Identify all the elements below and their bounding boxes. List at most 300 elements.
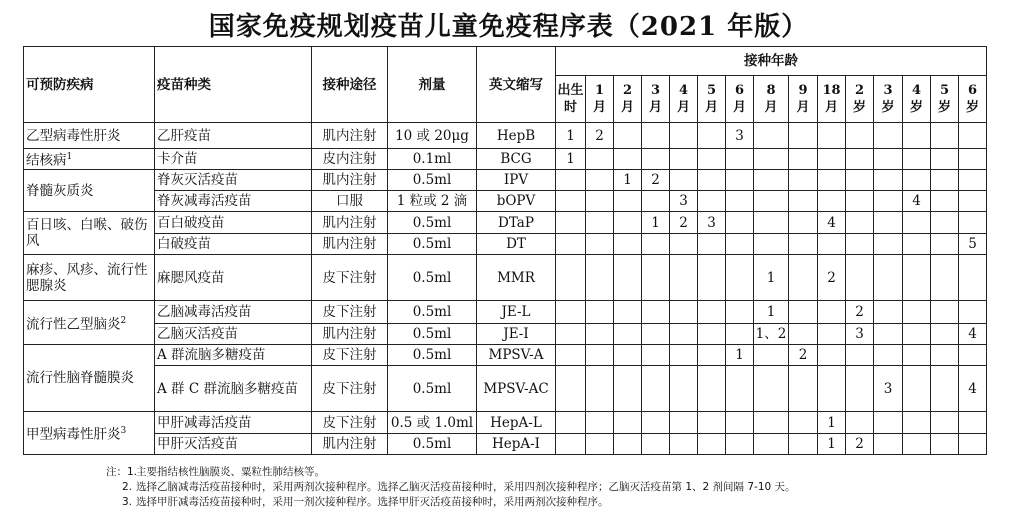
schedule-cell bbox=[556, 212, 586, 234]
schedule-cell bbox=[698, 345, 726, 366]
schedule-cell bbox=[726, 412, 754, 434]
schedule-cell bbox=[556, 324, 586, 345]
notes-label: 注： bbox=[106, 466, 127, 478]
schedule-cell bbox=[556, 170, 586, 191]
schedule-cell bbox=[642, 149, 670, 170]
schedule-cell bbox=[642, 345, 670, 366]
vaccine-name-cell: 乙脑灭活疫苗 bbox=[155, 324, 312, 345]
abbr-cell: DT bbox=[477, 234, 556, 255]
schedule-cell bbox=[846, 255, 874, 301]
schedule-cell bbox=[903, 434, 931, 455]
schedule-cell bbox=[931, 234, 959, 255]
disease-name: 流行性脑脊髓膜炎 bbox=[26, 370, 134, 386]
route-cell: 肌内注射 bbox=[312, 234, 388, 255]
vaccine-name-cell: 百白破疫苗 bbox=[155, 212, 312, 234]
schedule-cell bbox=[586, 412, 614, 434]
dose-cell: 0.5ml bbox=[388, 324, 477, 345]
schedule-cell bbox=[931, 123, 959, 149]
schedule-cell bbox=[586, 255, 614, 301]
abbr-cell: JE-L bbox=[477, 301, 556, 324]
schedule-cell bbox=[959, 434, 987, 455]
vaccine-name-cell: 甲肝减毒活疫苗 bbox=[155, 412, 312, 434]
age-header-cell: 3 岁 bbox=[874, 76, 903, 123]
disease-cell bbox=[24, 149, 155, 170]
schedule-cell: 1 bbox=[754, 255, 789, 301]
schedule-cell bbox=[670, 324, 698, 345]
schedule-cell bbox=[556, 412, 586, 434]
route-cell: 皮下注射 bbox=[312, 255, 388, 301]
dose-cell: 0.5ml bbox=[388, 212, 477, 234]
note-number-3: 3. bbox=[121, 496, 132, 508]
schedule-cell bbox=[931, 149, 959, 170]
dose-cell: 0.5ml bbox=[388, 234, 477, 255]
schedule-cell bbox=[586, 301, 614, 324]
schedule-cell bbox=[959, 301, 987, 324]
schedule-cell bbox=[586, 149, 614, 170]
schedule-cell: 3 bbox=[726, 123, 754, 149]
schedule-cell bbox=[726, 191, 754, 212]
schedule-cell bbox=[789, 412, 818, 434]
disease-cell bbox=[24, 345, 155, 412]
footnote-ref: 3 bbox=[120, 426, 127, 437]
header-disease: 可预防疾病 bbox=[24, 47, 155, 123]
header-route: 接种途径 bbox=[312, 47, 388, 123]
schedule-cell: 4 bbox=[903, 191, 931, 212]
notes-section bbox=[106, 465, 796, 510]
schedule-cell bbox=[846, 149, 874, 170]
schedule-cell bbox=[754, 434, 789, 455]
route-cell: 皮下注射 bbox=[312, 345, 388, 366]
route-cell: 肌内注射 bbox=[312, 170, 388, 191]
schedule-cell bbox=[614, 149, 642, 170]
schedule-cell bbox=[931, 324, 959, 345]
header-abbr: 英文缩写 bbox=[477, 47, 556, 123]
schedule-cell bbox=[874, 434, 903, 455]
schedule-cell bbox=[726, 366, 754, 412]
schedule-cell bbox=[874, 170, 903, 191]
schedule-cell bbox=[614, 255, 642, 301]
age-header-cell: 18 月 bbox=[818, 76, 846, 123]
schedule-cell bbox=[903, 255, 931, 301]
age-header-cell: 5 岁 bbox=[931, 76, 959, 123]
schedule-cell bbox=[818, 191, 846, 212]
schedule-cell: 1 bbox=[818, 434, 846, 455]
schedule-cell bbox=[754, 191, 789, 212]
table-row bbox=[24, 123, 987, 149]
schedule-cell bbox=[698, 366, 726, 412]
schedule-cell bbox=[789, 170, 818, 191]
disease-cell bbox=[24, 212, 155, 255]
table-row bbox=[24, 212, 987, 234]
schedule-cell bbox=[670, 412, 698, 434]
schedule-cell bbox=[614, 191, 642, 212]
schedule-cell bbox=[556, 255, 586, 301]
schedule-cell bbox=[670, 434, 698, 455]
schedule-cell bbox=[874, 255, 903, 301]
dose-cell: 0.1ml bbox=[388, 149, 477, 170]
schedule-cell bbox=[789, 212, 818, 234]
schedule-cell bbox=[959, 191, 987, 212]
table-row bbox=[24, 255, 987, 301]
schedule-cell: 2 bbox=[670, 212, 698, 234]
note-text-2: 选择乙脑减毒活疫苗接种时，采用两剂次接种程序。选择乙脑灭活疫苗接种时，采用四剂次接种程序；乙脑灭活疫苗第 1、2 剂间隔 7-10 天。 bbox=[136, 481, 796, 493]
disease-name: 乙型病毒性肝炎 bbox=[26, 127, 121, 144]
disease-name: 麻疹、风疹、流行性腮腺炎 bbox=[26, 261, 148, 294]
abbr-cell: MPSV-AC bbox=[477, 366, 556, 412]
schedule-cell bbox=[931, 345, 959, 366]
schedule-cell bbox=[556, 434, 586, 455]
schedule-cell bbox=[698, 191, 726, 212]
schedule-cell bbox=[818, 366, 846, 412]
schedule-cell bbox=[754, 412, 789, 434]
schedule-cell bbox=[754, 170, 789, 191]
abbr-cell: JE-I bbox=[477, 324, 556, 345]
schedule-cell bbox=[846, 234, 874, 255]
age-header-cell: 8 月 bbox=[754, 76, 789, 123]
table-row bbox=[24, 324, 987, 345]
schedule-cell: 2 bbox=[642, 170, 670, 191]
abbr-cell: IPV bbox=[477, 170, 556, 191]
schedule-cell bbox=[556, 345, 586, 366]
schedule-cell bbox=[931, 434, 959, 455]
schedule-cell bbox=[726, 301, 754, 324]
schedule-cell bbox=[726, 149, 754, 170]
vaccine-name-cell: 卡介苗 bbox=[155, 149, 312, 170]
schedule-cell bbox=[789, 149, 818, 170]
schedule-cell bbox=[698, 301, 726, 324]
schedule-cell bbox=[586, 212, 614, 234]
vaccine-name-cell: A 群流脑多糖疫苗 bbox=[155, 345, 312, 366]
schedule-cell bbox=[586, 434, 614, 455]
schedule-cell bbox=[931, 170, 959, 191]
schedule-cell bbox=[846, 212, 874, 234]
age-header-cell: 4 岁 bbox=[903, 76, 931, 123]
schedule-cell bbox=[556, 366, 586, 412]
age-header-cell: 6 月 bbox=[726, 76, 754, 123]
schedule-cell bbox=[903, 123, 931, 149]
dose-cell: 0.5ml bbox=[388, 366, 477, 412]
schedule-cell bbox=[726, 255, 754, 301]
schedule-cell bbox=[556, 301, 586, 324]
schedule-cell bbox=[846, 345, 874, 366]
schedule-cell bbox=[726, 324, 754, 345]
schedule-cell bbox=[642, 255, 670, 301]
schedule-cell bbox=[903, 345, 931, 366]
schedule-cell bbox=[586, 324, 614, 345]
schedule-cell bbox=[846, 170, 874, 191]
age-header-cell: 2 月 bbox=[614, 76, 642, 123]
age-header-cell: 1 月 bbox=[586, 76, 614, 123]
schedule-cell bbox=[614, 234, 642, 255]
schedule-cell bbox=[789, 191, 818, 212]
schedule-cell bbox=[818, 149, 846, 170]
schedule-cell bbox=[726, 434, 754, 455]
schedule-cell bbox=[556, 234, 586, 255]
schedule-cell bbox=[874, 301, 903, 324]
schedule-cell bbox=[726, 234, 754, 255]
schedule-cell bbox=[586, 345, 614, 366]
abbr-cell: HepB bbox=[477, 123, 556, 149]
disease-cell bbox=[24, 301, 155, 345]
dose-cell: 0.5ml bbox=[388, 170, 477, 191]
schedule-cell bbox=[789, 434, 818, 455]
table-row bbox=[24, 345, 987, 366]
vaccine-name-cell: 脊灰灭活疫苗 bbox=[155, 170, 312, 191]
schedule-cell bbox=[642, 366, 670, 412]
disease-cell bbox=[24, 170, 155, 212]
note-text-3: 选择甲肝减毒活疫苗接种时，采用一剂次接种程序。选择甲肝灭活疫苗接种时，采用两剂次接种程序。 bbox=[136, 496, 609, 508]
route-cell: 肌内注射 bbox=[312, 123, 388, 149]
vaccine-name-cell: 白破疫苗 bbox=[155, 234, 312, 255]
schedule-cell bbox=[903, 324, 931, 345]
schedule-cell bbox=[614, 212, 642, 234]
schedule-cell bbox=[903, 366, 931, 412]
schedule-cell bbox=[874, 412, 903, 434]
schedule-cell: 1 bbox=[556, 123, 586, 149]
schedule-cell bbox=[698, 324, 726, 345]
schedule-cell bbox=[959, 212, 987, 234]
schedule-cell bbox=[789, 255, 818, 301]
footnote-ref: 2 bbox=[120, 315, 127, 326]
dose-cell: 1 粒或 2 滴 bbox=[388, 191, 477, 212]
schedule-cell bbox=[726, 212, 754, 234]
note-line-2 bbox=[106, 480, 796, 495]
schedule-cell: 1 bbox=[556, 149, 586, 170]
age-header-cell: 5 月 bbox=[698, 76, 726, 123]
schedule-cell: 4 bbox=[959, 324, 987, 345]
schedule-cell bbox=[586, 191, 614, 212]
schedule-cell bbox=[614, 301, 642, 324]
schedule-cell bbox=[874, 191, 903, 212]
schedule-cell bbox=[903, 212, 931, 234]
schedule-cell bbox=[931, 212, 959, 234]
header-row bbox=[24, 47, 987, 76]
schedule-cell bbox=[642, 301, 670, 324]
schedule-cell: 4 bbox=[959, 366, 987, 412]
route-cell: 肌内注射 bbox=[312, 212, 388, 234]
schedule-cell bbox=[670, 234, 698, 255]
schedule-cell bbox=[698, 255, 726, 301]
note-number-1: 1. bbox=[127, 466, 138, 478]
table-row bbox=[24, 234, 987, 255]
abbr-cell: bOPV bbox=[477, 191, 556, 212]
table-row bbox=[24, 170, 987, 191]
vaccine-name-cell: A 群 C 群流脑多糖疫苗 bbox=[155, 366, 312, 412]
schedule-cell bbox=[818, 324, 846, 345]
vaccine-name-cell: 脊灰减毒活疫苗 bbox=[155, 191, 312, 212]
schedule-cell bbox=[818, 234, 846, 255]
schedule-cell bbox=[642, 434, 670, 455]
schedule-cell bbox=[586, 366, 614, 412]
schedule-cell bbox=[959, 345, 987, 366]
disease-name: 脊髓灰质炎 bbox=[26, 182, 94, 199]
vaccine-name-cell: 乙肝疫苗 bbox=[155, 123, 312, 149]
schedule-cell bbox=[586, 170, 614, 191]
dose-cell: 0.5ml bbox=[388, 434, 477, 455]
schedule-cell bbox=[614, 412, 642, 434]
schedule-cell bbox=[846, 191, 874, 212]
note-line-1 bbox=[106, 465, 796, 480]
schedule-cell bbox=[556, 191, 586, 212]
table-row bbox=[24, 366, 987, 412]
vaccine-name-cell: 乙脑减毒活疫苗 bbox=[155, 301, 312, 324]
abbr-cell: MMR bbox=[477, 255, 556, 301]
age-header-cell: 2 岁 bbox=[846, 76, 874, 123]
schedule-cell bbox=[931, 191, 959, 212]
schedule-cell bbox=[903, 412, 931, 434]
footnote-ref: 1 bbox=[66, 152, 73, 163]
schedule-cell bbox=[698, 149, 726, 170]
schedule-cell bbox=[818, 123, 846, 149]
note-number-2: 2. bbox=[121, 481, 132, 493]
schedule-cell bbox=[789, 366, 818, 412]
disease-cell bbox=[24, 412, 155, 455]
schedule-cell: 1 bbox=[726, 345, 754, 366]
disease-name: 甲型病毒性肝炎 bbox=[26, 426, 121, 443]
schedule-cell bbox=[874, 149, 903, 170]
schedule-cell bbox=[642, 412, 670, 434]
schedule-cell bbox=[754, 212, 789, 234]
schedule-cell: 1 bbox=[642, 212, 670, 234]
header-age-group: 接种年龄 bbox=[556, 47, 987, 76]
schedule-cell bbox=[670, 149, 698, 170]
schedule-cell bbox=[614, 123, 642, 149]
note-line-3 bbox=[106, 495, 796, 510]
schedule-cell bbox=[614, 434, 642, 455]
schedule-cell: 1 bbox=[818, 412, 846, 434]
schedule-cell bbox=[642, 324, 670, 345]
schedule-cell bbox=[754, 366, 789, 412]
schedule-cell bbox=[754, 234, 789, 255]
schedule-cell bbox=[614, 366, 642, 412]
schedule-cell bbox=[670, 301, 698, 324]
note-text-1: 主要指结核性脑膜炎、粟粒性肺结核等。 bbox=[136, 466, 325, 478]
schedule-cell bbox=[931, 255, 959, 301]
schedule-cell bbox=[874, 123, 903, 149]
schedule-cell: 2 bbox=[789, 345, 818, 366]
schedule-cell bbox=[959, 412, 987, 434]
schedule-cell bbox=[903, 234, 931, 255]
route-cell: 皮下注射 bbox=[312, 301, 388, 324]
disease-cell bbox=[24, 255, 155, 301]
schedule-cell bbox=[931, 301, 959, 324]
age-header-cell: 4 月 bbox=[670, 76, 698, 123]
abbr-cell: HepA-L bbox=[477, 412, 556, 434]
dose-cell: 10 或 20μg bbox=[388, 123, 477, 149]
schedule-cell: 2 bbox=[846, 434, 874, 455]
schedule-cell bbox=[698, 170, 726, 191]
schedule-cell bbox=[846, 412, 874, 434]
schedule-cell bbox=[818, 170, 846, 191]
schedule-cell bbox=[959, 255, 987, 301]
schedule-cell bbox=[726, 170, 754, 191]
schedule-cell bbox=[754, 123, 789, 149]
schedule-cell bbox=[754, 345, 789, 366]
schedule-cell bbox=[670, 345, 698, 366]
schedule-cell: 3 bbox=[698, 212, 726, 234]
schedule-cell bbox=[614, 345, 642, 366]
schedule-cell bbox=[698, 234, 726, 255]
schedule-cell bbox=[818, 345, 846, 366]
schedule-cell bbox=[903, 301, 931, 324]
schedule-cell bbox=[789, 123, 818, 149]
schedule-cell bbox=[670, 123, 698, 149]
disease-cell bbox=[24, 123, 155, 149]
age-header-cell: 6 岁 bbox=[959, 76, 987, 123]
route-cell: 皮下注射 bbox=[312, 366, 388, 412]
dose-cell: 0.5 或 1.0ml bbox=[388, 412, 477, 434]
table-row bbox=[24, 434, 987, 455]
schedule-cell bbox=[789, 234, 818, 255]
schedule-cell: 2 bbox=[846, 301, 874, 324]
schedule-cell bbox=[903, 170, 931, 191]
schedule-cell: 3 bbox=[874, 366, 903, 412]
route-cell: 皮内注射 bbox=[312, 149, 388, 170]
schedule-cell bbox=[789, 324, 818, 345]
schedule-cell bbox=[931, 366, 959, 412]
age-header-cell: 出生 时 bbox=[556, 76, 586, 123]
header-dose: 剂量 bbox=[388, 47, 477, 123]
schedule-cell bbox=[789, 301, 818, 324]
schedule-cell: 3 bbox=[670, 191, 698, 212]
schedule-cell: 2 bbox=[818, 255, 846, 301]
age-header-cell: 9 月 bbox=[789, 76, 818, 123]
immunization-schedule-table bbox=[23, 46, 987, 455]
schedule-cell bbox=[642, 191, 670, 212]
schedule-cell bbox=[698, 123, 726, 149]
schedule-cell bbox=[874, 345, 903, 366]
disease-name: 结核病 bbox=[26, 152, 67, 169]
abbr-cell: HepA-I bbox=[477, 434, 556, 455]
schedule-cell bbox=[874, 212, 903, 234]
schedule-cell bbox=[698, 434, 726, 455]
schedule-cell bbox=[754, 149, 789, 170]
disease-name: 流行性乙型脑炎 bbox=[26, 316, 121, 333]
schedule-cell bbox=[903, 149, 931, 170]
dose-cell: 0.5ml bbox=[388, 345, 477, 366]
route-cell: 肌内注射 bbox=[312, 434, 388, 455]
abbr-cell: MPSV-A bbox=[477, 345, 556, 366]
dose-cell: 0.5ml bbox=[388, 301, 477, 324]
table-row bbox=[24, 412, 987, 434]
table-row bbox=[24, 149, 987, 170]
schedule-cell: 3 bbox=[846, 324, 874, 345]
vaccine-name-cell: 麻腮风疫苗 bbox=[155, 255, 312, 301]
schedule-cell bbox=[586, 234, 614, 255]
schedule-cell bbox=[931, 412, 959, 434]
schedule-cell bbox=[959, 170, 987, 191]
disease-name: 百日咳、白喉、破伤风 bbox=[26, 217, 148, 249]
age-header-cell: 3 月 bbox=[642, 76, 670, 123]
dose-cell: 0.5ml bbox=[388, 255, 477, 301]
schedule-cell: 4 bbox=[818, 212, 846, 234]
schedule-cell bbox=[874, 234, 903, 255]
table-row bbox=[24, 301, 987, 324]
vaccine-name-cell: 甲肝灭活疫苗 bbox=[155, 434, 312, 455]
schedule-cell bbox=[846, 123, 874, 149]
schedule-cell bbox=[642, 234, 670, 255]
schedule-cell bbox=[874, 324, 903, 345]
schedule-cell bbox=[670, 170, 698, 191]
schedule-cell: 1、2 bbox=[754, 324, 789, 345]
schedule-cell: 5 bbox=[959, 234, 987, 255]
header-vaccine: 疫苗种类 bbox=[155, 47, 312, 123]
schedule-cell bbox=[698, 412, 726, 434]
schedule-cell: 1 bbox=[614, 170, 642, 191]
table-row bbox=[24, 191, 987, 212]
schedule-cell bbox=[670, 366, 698, 412]
schedule-cell bbox=[818, 301, 846, 324]
